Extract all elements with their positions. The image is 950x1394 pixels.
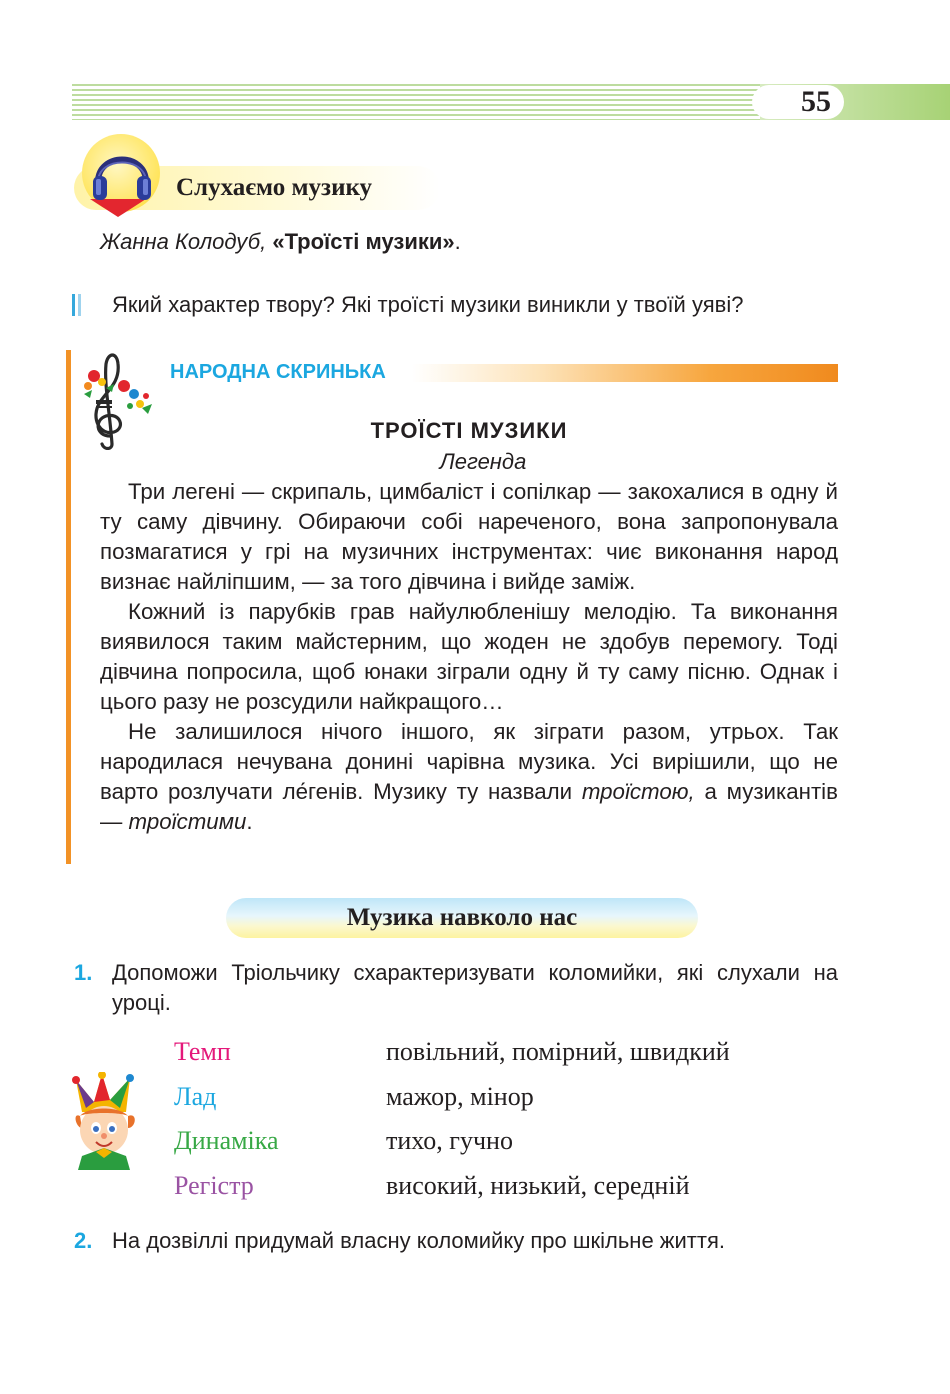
headphones-icon (88, 140, 156, 206)
legend-paragraph-3-start: Не залишилося нічого іншого, як зіграти разом, утрьох. Так народилася нечувана донині чарівна музика. Усі вирішили, що не варто розлучати ле́генів. Музику ту назвали (100, 719, 838, 804)
property-label-register: Регістр (174, 1171, 254, 1200)
legend-subtitle: Легенда (439, 449, 527, 474)
around-heading-title: Музика навколо нас (346, 904, 578, 931)
property-value-dynamics: тихо, гучно (386, 1126, 513, 1155)
composition-line (100, 226, 461, 258)
question-text: Який характер твору? Які троїсті музики виникли у твоїй уяві? (112, 292, 744, 317)
property-value-tempo: повільний, помірний, швидкий (386, 1037, 730, 1066)
property-label-tempo: Темп (174, 1037, 231, 1066)
jester-boy-icon (72, 1072, 140, 1172)
task-1-text: Допоможи Тріольчику схарактеризувати коломийки, які слухали на уроці. (112, 960, 838, 1015)
listen-heading-title: Слухаємо музику (176, 174, 373, 201)
legend-term-troista: троїстою, (581, 779, 695, 804)
legend-paragraph-1: Три легені — скрипаль, цимбаліст і сопілкар — закохалися в одну й ту саму дівчину. Обираючи собі нареченого, вона запропонувала позмагатися у грі на музичних інструментах: чиє виконання народ визнає найліпшим, — за того дівчина і вийде заміж. (100, 479, 838, 594)
composition-line-end: . (454, 229, 461, 254)
page-number: 55 (801, 85, 831, 118)
legend-text (100, 477, 838, 837)
composition-title: «Троїсті музики» (272, 229, 455, 254)
legend-paragraph-2: Кожний із парубків грав найулюбленішу мелодію. Та виконання виявилося таким майстерним, що жоден не здобув перемогу. Тоді дівчина попросила, щоб юнаки зіграли одну й ту саму пісню. Однак і цього разу не розсудили найкращого… (100, 599, 838, 714)
folk-box-border (66, 350, 71, 864)
legend-paragraph-3-mid: а музикантів — (100, 779, 838, 834)
legend-title: ТРОЇСТІ МУЗИКИ (370, 418, 568, 443)
folk-box-title: НАРОДНА СКРИНЬКА (170, 361, 386, 383)
task-2-number: 2. (74, 1228, 93, 1253)
legend-term-troisti: троїстими (128, 809, 247, 834)
property-label-dynamics: Динаміка (174, 1126, 279, 1155)
legend-paragraph-3-end: . (246, 809, 253, 834)
task-2-text: На дозвіллі придумай власну коломийку про шкільне життя. (112, 1228, 725, 1253)
property-value-register: високий, низький, середній (386, 1171, 690, 1200)
question-marker-icon (72, 294, 84, 316)
property-label-mode: Лад (174, 1082, 217, 1111)
legend-paragraph-3 (100, 717, 838, 837)
composer-name: Жанна Колодуб, (100, 229, 267, 254)
property-value-mode: мажор, мінор (386, 1082, 534, 1111)
task-1-number: 1. (74, 960, 93, 985)
folk-box-title-bar (412, 364, 838, 382)
